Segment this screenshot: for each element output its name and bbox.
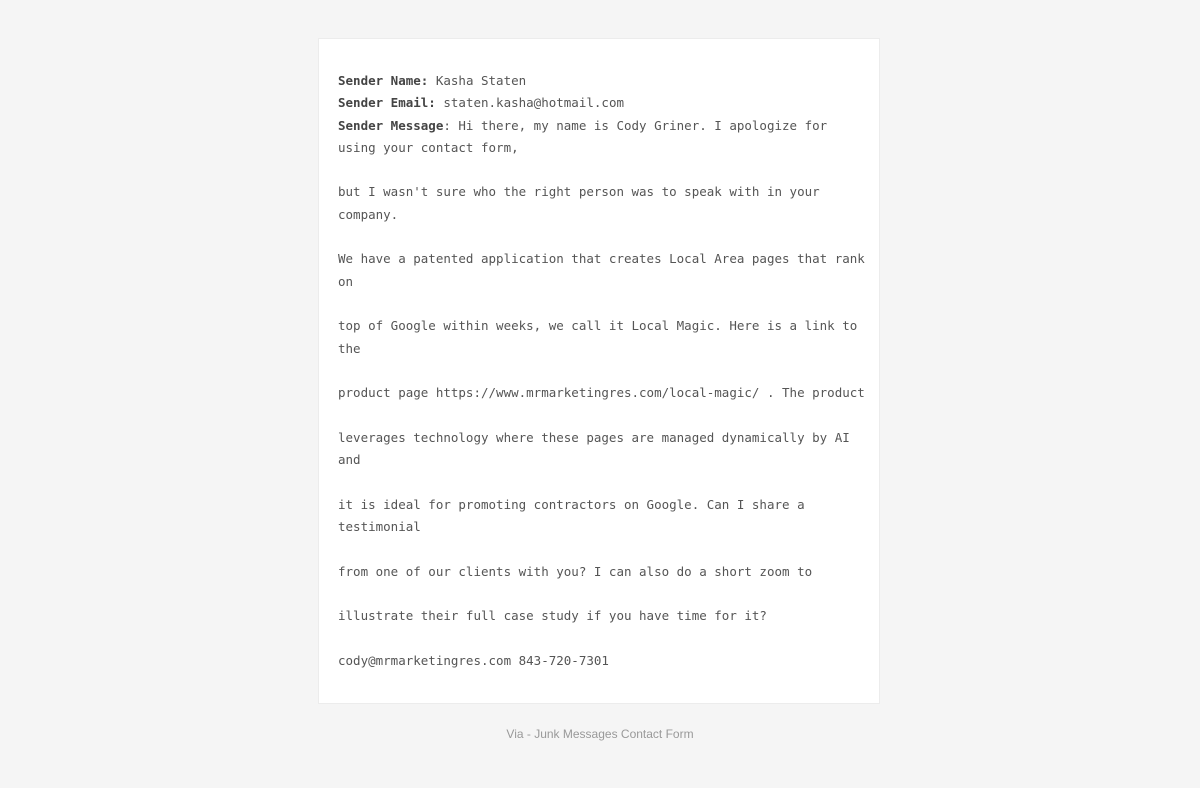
sender-message-row — [338, 115, 870, 160]
message-paragraph: leverages technology where these pages are managed dynamically by AI and — [338, 429, 850, 468]
sender-email-value: staten.kasha@hotmail.com — [443, 95, 624, 111]
sender-email-label: Sender Email: — [338, 95, 436, 111]
message-first-line: : Hi there, my name is Cody Griner. I apologize for using your contact form, — [338, 117, 828, 155]
sender-email-row — [338, 92, 870, 114]
footer-via-text: Via - Junk Messages Contact Form — [506, 727, 694, 741]
sender-name-value: Kasha Staten — [435, 73, 527, 88]
message-paragraph: it is ideal for promoting contractors on Google. Can I share a testimonial — [338, 496, 805, 534]
message-paragraph: top of Google within weeks, we call it Local Magic. Here is a link to the — [338, 318, 858, 356]
message-paragraph: We have a patented application that creates Local Area pages that rank on — [338, 251, 865, 289]
message-signature: cody@mrmarketingres.com 843-720-7301 — [338, 652, 609, 668]
email-card — [318, 38, 880, 704]
sender-name-label: Sender Name: — [338, 73, 429, 88]
email-content — [338, 70, 870, 672]
message-paragraph: but I wasn't sure who the right person was to speak with in your company. — [338, 184, 820, 222]
message-paragraph: from one of our clients with you? I can also do a short zoom to — [338, 563, 813, 579]
sender-message-label: Sender Message — [338, 117, 444, 133]
message-paragraph: product page https://www.mrmarketingres.com/local-magic/ . The product — [338, 385, 865, 401]
message-paragraph: illustrate their full case study if you have time for it? — [338, 608, 767, 624]
sender-name-row — [338, 70, 870, 92]
